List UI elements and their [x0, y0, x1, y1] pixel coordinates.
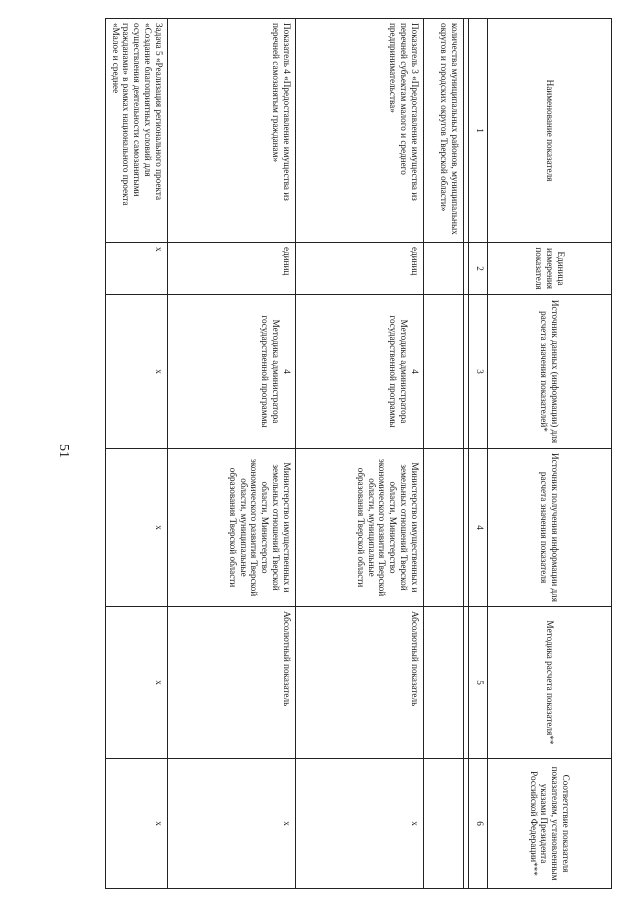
indicator-name: Показатель 4 «Предоставление имущества из перечней самозанятым гражданам»: [168, 19, 296, 243]
column-number: 3: [469, 295, 488, 449]
info-source: Министерство имущественных и земельных отношений Тверской области, Министерство экономического развития Тверской области, муниципальные образования Тверской области: [296, 449, 424, 607]
calc-method: x: [106, 607, 168, 759]
table-row: [106, 19, 168, 889]
decree-match: x: [168, 759, 296, 889]
data-source: 4 Методика администратора государственной программы: [168, 295, 296, 449]
indicator-name: количества муниципальных районов, муниципальных округов и городских округов Тверской области»: [424, 19, 464, 243]
indicator-name: Задача 5 «Реализация регионального проекта «Создание благоприятных условий для осуществления деятельности самозанятыми гражданами» в рамках национального проекта «Малое и среднее: [106, 19, 168, 243]
unit: x: [106, 243, 168, 295]
header-row: [488, 19, 612, 889]
page-number: 51: [56, 444, 71, 458]
table-row: [168, 19, 296, 889]
column-number-row: [469, 19, 488, 889]
table-row: [296, 19, 424, 889]
column-number: 2: [469, 243, 488, 295]
indicators-table: [105, 18, 612, 889]
header-cell: Источник данных (информации) для расчета значения показателей*: [488, 295, 612, 449]
unit: единиц: [296, 243, 424, 295]
info-source: x: [106, 449, 168, 607]
unit: единиц: [168, 243, 296, 295]
rotated-table-wrapper: [110, 18, 612, 888]
calc-method: Абсолютный показатель: [168, 607, 296, 759]
data-source: x: [106, 295, 168, 449]
info-source: Министерство имущественных и земельных отношений Тверской области, Министерство экономического развития Тверской области, муниципальные образования Тверской области: [168, 449, 296, 607]
header-cell: Источник получения информации для расчета значения показателя: [488, 449, 612, 607]
data-source: 4 Методика администратора государственной программы: [296, 295, 424, 449]
decree-match: x: [296, 759, 424, 889]
column-number: 5: [469, 607, 488, 759]
decree-match: x: [106, 759, 168, 889]
header-cell: Наименование показателя: [488, 19, 612, 243]
header-cell: Единица измерения показателя: [488, 243, 612, 295]
table-row: [424, 19, 464, 889]
spacer-row: [464, 19, 469, 889]
indicator-name: Показатель 3 «Предоставление имущества из перечней субъектам малого и среднего предпринимательства»: [296, 19, 424, 243]
header-cell: Соответствие показателя показателям, установленным указами Президента Российской Федерации***: [488, 759, 612, 889]
calc-method: Абсолютный показатель: [296, 607, 424, 759]
header-cell: Методика расчета показателя**: [488, 607, 612, 759]
column-number: 6: [469, 759, 488, 889]
column-number: 1: [469, 19, 488, 243]
column-number: 4: [469, 449, 488, 607]
